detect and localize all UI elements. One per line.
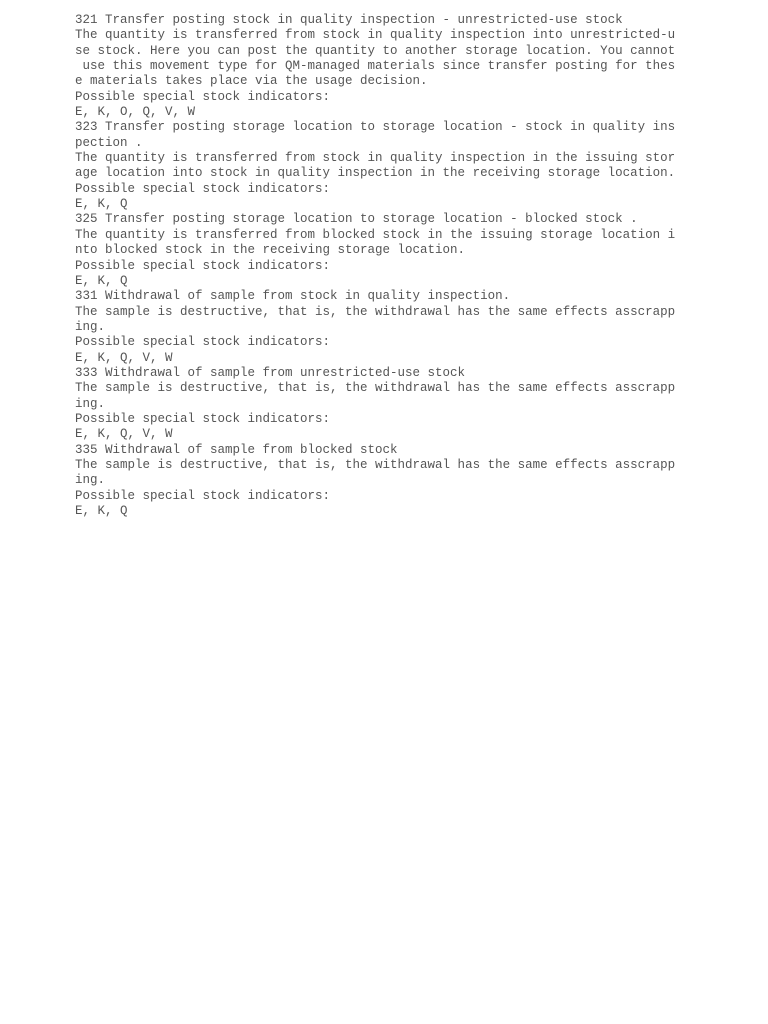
heading-325: 325 Transfer posting storage location to storage location - blocked stock .: [75, 212, 638, 227]
text-line: use this movement type for QM-managed materials since transfer posting for thes: [75, 59, 676, 74]
indicators-label: Possible special stock indicators:: [75, 181, 331, 196]
document-body: [75, 13, 755, 519]
heading-331: 331 Withdrawal of sample from stock in quality inspection.: [75, 289, 511, 304]
indicators-label: Possible special stock indicators:: [75, 89, 331, 104]
heading-333: 333 Withdrawal of sample from unrestricted-use stock: [75, 365, 466, 380]
text-line: ing.: [75, 473, 106, 488]
indicators-values: E, K, Q, V, W: [75, 350, 173, 365]
text-line: The quantity is transferred from stock in quality inspection in the issuing stor: [75, 151, 676, 166]
text-line: pection .: [75, 135, 143, 150]
indicators-label: Possible special stock indicators:: [75, 488, 331, 503]
indicators-values: E, K, Q: [75, 504, 128, 518]
indicators-label: Possible special stock indicators:: [75, 411, 331, 426]
indicators-values: E, K, Q: [75, 273, 128, 288]
text-line: The quantity is transferred from stock in quality inspection into unrestricted-u: [75, 28, 676, 43]
indicators-label: Possible special stock indicators:: [75, 335, 331, 350]
indicators-values: E, K, Q, V, W: [75, 427, 173, 442]
heading-323: 323 Transfer posting storage location to storage location - stock in quality ins: [75, 120, 676, 135]
text-line: The sample is destructive, that is, the withdrawal has the same effects asscrapp: [75, 381, 676, 396]
heading-321: 321 Transfer posting stock in quality inspection - unrestricted-use stock: [75, 13, 623, 27]
text-line: The quantity is transferred from blocked stock in the issuing storage location i: [75, 227, 676, 242]
text-line: ing.: [75, 396, 106, 411]
text-line: e materials takes place via the usage decision.: [75, 74, 428, 89]
text-line: se stock. Here you can post the quantity to another storage location. You cannot: [75, 43, 676, 58]
text-line: age location into stock in quality inspection in the receiving storage location.: [75, 166, 676, 181]
heading-335: 335 Withdrawal of sample from blocked stock: [75, 442, 398, 457]
text-line: The sample is destructive, that is, the withdrawal has the same effects asscrapp: [75, 457, 676, 472]
text-line: The sample is destructive, that is, the withdrawal has the same effects asscrapp: [75, 304, 676, 319]
text-line: nto blocked stock in the receiving storage location.: [75, 243, 466, 258]
indicators-label: Possible special stock indicators:: [75, 258, 331, 273]
indicators-values: E, K, O, Q, V, W: [75, 105, 196, 120]
text-line: ing.: [75, 319, 106, 334]
indicators-values: E, K, Q: [75, 197, 128, 212]
